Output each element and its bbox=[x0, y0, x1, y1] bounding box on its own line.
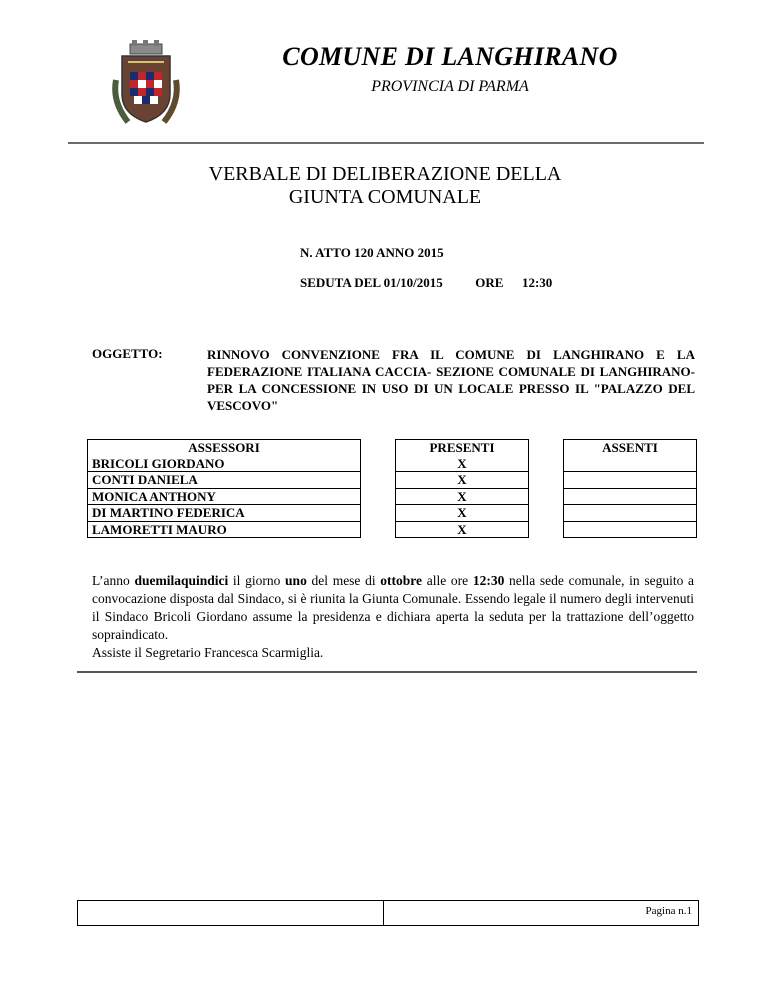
page-footer bbox=[77, 900, 699, 926]
presenti-column bbox=[396, 440, 529, 472]
header-divider bbox=[68, 142, 704, 144]
text-run: il giorno bbox=[228, 573, 286, 588]
assente-mark bbox=[564, 488, 697, 505]
assente-mark bbox=[564, 472, 697, 489]
presente-mark: X bbox=[457, 455, 467, 471]
secretary-line: Assiste il Segretario Francesca Scarmiglia. bbox=[92, 645, 324, 660]
assessori-column bbox=[88, 440, 361, 472]
session-time: 12:30 bbox=[521, 275, 553, 290]
document-title-line2: GIUNTA COMUNALE bbox=[288, 186, 482, 208]
assessore-name: CONTI DANIELA bbox=[88, 472, 361, 489]
session-time-label: ORE bbox=[475, 275, 504, 290]
assenti-header: ASSENTI bbox=[602, 440, 658, 455]
assessori-header: ASSESSORI bbox=[188, 440, 260, 455]
coat-of-arms-icon bbox=[108, 40, 184, 130]
presente-mark: X bbox=[396, 472, 529, 489]
text-run: del mese di bbox=[306, 573, 381, 588]
municipality-title: COMUNE DI LANGHIRANO bbox=[282, 42, 618, 71]
presente-mark: X bbox=[396, 521, 529, 538]
subject-text: RINNOVO CONVENZIONE FRA IL COMUNE DI LANGHIRANO E LA FEDERAZIONE ITALIANA CACCIA- SEZIONE COMUNALE DI LANGHIRANO- PER LA CONCESSIONE IN USO DI UN LOCALE PRESSO IL "PALAZZO DEL VESCOVO" bbox=[207, 347, 695, 413]
assessore-name: BRICOLI GIORDANO bbox=[92, 455, 225, 471]
time-words: 12:30 bbox=[472, 573, 505, 588]
attendance-table bbox=[87, 439, 697, 538]
text-run: alle ore bbox=[422, 573, 473, 588]
year-words: duemilaquindici bbox=[134, 573, 229, 588]
presente-mark: X bbox=[396, 505, 529, 522]
day-words: uno bbox=[285, 573, 307, 588]
minutes-paragraph bbox=[92, 572, 694, 644]
assessore-name: LAMORETTI MAURO bbox=[88, 521, 361, 538]
act-number: N. ATTO 120 ANNO 2015 bbox=[300, 245, 444, 260]
minutes-body bbox=[92, 572, 694, 662]
session-date: SEDUTA DEL 01/10/2015 bbox=[300, 275, 443, 290]
footer-left-cell bbox=[78, 901, 384, 925]
document-title bbox=[130, 163, 640, 209]
assente-mark bbox=[568, 456, 692, 472]
province-subtitle: PROVINCIA DI PARMA bbox=[371, 78, 529, 95]
assente-mark bbox=[564, 521, 697, 538]
assente-mark bbox=[564, 505, 697, 522]
assenti-column bbox=[564, 440, 697, 472]
assessore-name: DI MARTINO FEDERICA bbox=[88, 505, 361, 522]
document-title-line1: VERBALE DI DELIBERAZIONE DELLA bbox=[208, 163, 562, 185]
page-number: Pagina n.1 bbox=[645, 905, 692, 917]
assessore-name: MONICA ANTHONY bbox=[88, 488, 361, 505]
session-info bbox=[300, 275, 552, 291]
month-words: ottobre bbox=[380, 573, 423, 588]
text-run: nella sede comunale, in seguito a convocazione disposta dal Sindaco, si è riunita la Giunta Comunale. Essendo legale il numero degli intervenuti il Sindaco Bricoli Giordano assume la presidenza e dichiara aperta la seduta per la trattazione dell’oggetto sopraindicato. bbox=[92, 573, 694, 642]
presenti-header: PRESENTI bbox=[429, 440, 495, 455]
presente-mark: X bbox=[396, 488, 529, 505]
subject-label: OGGETTO: bbox=[92, 346, 163, 361]
text-run: L’anno bbox=[92, 573, 135, 588]
body-divider bbox=[77, 671, 697, 673]
